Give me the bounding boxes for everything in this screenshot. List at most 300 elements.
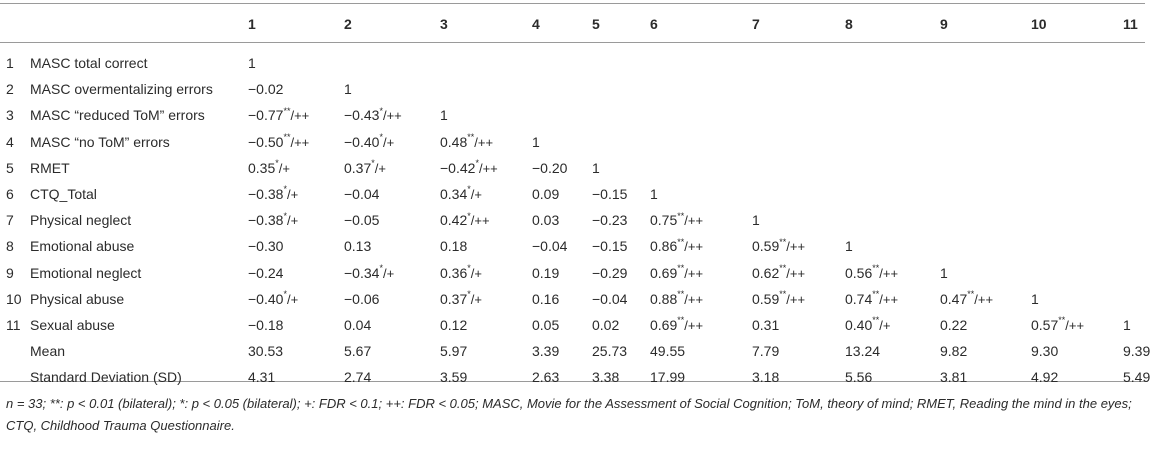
table-cell [650, 260, 752, 286]
table-cell [440, 102, 532, 128]
table-cell [845, 233, 940, 259]
table-cell [248, 155, 344, 181]
table-cell [440, 129, 532, 155]
table-cell [845, 42, 940, 76]
cell-value: −0.04 [532, 238, 568, 255]
cell-significance: ** [283, 105, 291, 116]
table-row [0, 155, 1145, 181]
cell-value: 1 [1123, 316, 1131, 333]
cell-value: 0.40 [845, 316, 873, 333]
table-cell [940, 338, 1031, 364]
cell-value: 0.36 [440, 264, 468, 281]
table-cell [248, 233, 344, 259]
table-cell [650, 102, 752, 128]
table-cell [592, 76, 650, 102]
cell-value: 0.13 [344, 238, 372, 255]
table-cell [440, 76, 532, 102]
table-cell [845, 102, 940, 128]
table-cell [592, 286, 650, 312]
cell-value: −0.34 [344, 264, 380, 281]
table-cell [440, 181, 532, 207]
cell-significance: ** [677, 289, 685, 300]
table-cell [650, 129, 752, 155]
table-cell [940, 260, 1031, 286]
cell-fdr-marker: /+ [382, 134, 395, 150]
table-cell [1123, 102, 1145, 128]
cell-significance: ** [677, 262, 685, 273]
table-cell [592, 233, 650, 259]
row-label: Sexual abuse [30, 316, 115, 333]
table-cell [532, 155, 592, 181]
cell-fdr-marker: /+ [278, 160, 290, 176]
cell-significance: * [467, 210, 471, 221]
table-cell [592, 260, 650, 286]
column-header-9: 9 [940, 15, 948, 32]
cell-value: 0.09 [532, 186, 560, 203]
column-header-4: 4 [532, 15, 540, 32]
table-cell [532, 102, 592, 128]
table-cell [248, 364, 344, 390]
cell-value: 1 [344, 81, 352, 98]
cell-significance: * [379, 132, 383, 142]
cell-value: 4.31 [248, 369, 276, 386]
row-label: Physical abuse [30, 290, 125, 307]
table-cell [752, 42, 845, 76]
cell-fdr-marker: /++ [684, 239, 704, 255]
table-cell [248, 181, 344, 207]
cell-value: 1 [940, 264, 948, 281]
row-index: 7 [6, 212, 14, 229]
table-cell [344, 338, 440, 364]
table-cell [1031, 260, 1123, 286]
table-cell [752, 260, 845, 286]
table-cell [532, 181, 592, 207]
cell-value: −0.05 [344, 212, 380, 229]
table-cell [940, 155, 1031, 181]
table-cell [440, 207, 532, 233]
table-cell [1123, 207, 1145, 233]
cell-value: 0.02 [592, 316, 620, 333]
cell-value: 5.97 [440, 343, 468, 360]
table-cell [1123, 155, 1145, 181]
cell-significance: * [475, 158, 479, 169]
cell-value: 0.34 [440, 186, 468, 203]
header-label-blank [30, 5, 248, 42]
row-label: Emotional neglect [30, 264, 142, 281]
table-cell [1123, 286, 1145, 312]
column-header-8: 8 [845, 15, 853, 32]
table-cell [940, 181, 1031, 207]
cell-value: 5.56 [845, 369, 873, 386]
table-cell [1031, 338, 1123, 364]
table-cell [532, 260, 592, 286]
cell-value: −0.06 [344, 290, 380, 307]
table-cell [248, 338, 344, 364]
table-cell [344, 181, 440, 207]
table-cell [592, 207, 650, 233]
row-index: 4 [6, 133, 14, 150]
cell-value: 3.38 [592, 369, 620, 386]
row-label: MASC overmentalizing errors [30, 81, 213, 98]
table-cell [1031, 129, 1123, 155]
cell-fdr-marker: /++ [684, 291, 704, 307]
cell-significance: * [283, 184, 287, 195]
table-cell [752, 102, 845, 128]
table-cell [1031, 181, 1123, 207]
cell-significance: * [275, 158, 279, 169]
table-cell [940, 42, 1031, 76]
table-cell [752, 312, 845, 338]
cell-value: 0.86 [650, 238, 678, 255]
column-header-11: 11 [1123, 15, 1138, 32]
table-cell [1031, 155, 1123, 181]
cell-value: 0.42 [440, 212, 468, 229]
table-cell [592, 364, 650, 390]
cell-fdr-marker: /++ [879, 265, 899, 281]
cell-value: −0.23 [592, 212, 628, 229]
table-cell [1031, 312, 1123, 338]
row-label: Physical neglect [30, 212, 132, 229]
table-cell [1123, 42, 1145, 76]
cell-value: 0.69 [650, 264, 678, 281]
table-cell [592, 102, 650, 128]
cell-value: 0.47 [940, 290, 968, 307]
table-cell [650, 286, 752, 312]
table-cell [592, 312, 650, 338]
cell-significance: ** [283, 132, 291, 142]
cell-value: 13.24 [845, 343, 881, 360]
row-index: 10 [6, 290, 22, 307]
table-cell [1123, 312, 1145, 338]
cell-value: −0.43 [344, 107, 380, 124]
cell-fdr-marker: /+ [286, 213, 299, 229]
row-label: Emotional abuse [30, 238, 135, 255]
cell-significance: * [467, 262, 471, 273]
table-cell [248, 260, 344, 286]
row-index: 5 [6, 159, 14, 176]
table-cell [344, 260, 440, 286]
table-cell [752, 286, 845, 312]
table-cell [440, 260, 532, 286]
table-cell [1123, 76, 1145, 102]
cell-value: 0.37 [344, 159, 372, 176]
table-cell [1123, 233, 1145, 259]
table-cell [1031, 286, 1123, 312]
table-cell [592, 338, 650, 364]
table-cell [845, 76, 940, 102]
cell-significance: * [371, 158, 375, 169]
table-cell [752, 76, 845, 102]
cell-value: 0.35 [248, 159, 276, 176]
cell-fdr-marker: /++ [974, 291, 994, 307]
cell-significance: ** [467, 132, 475, 142]
table-cell [1031, 102, 1123, 128]
header-row [0, 5, 1145, 42]
table-row [0, 233, 1145, 259]
cell-value: −0.40 [344, 133, 380, 150]
cell-value: −0.50 [248, 133, 284, 150]
column-header-10: 10 [1031, 15, 1047, 32]
table-row [0, 102, 1145, 128]
cell-value: −0.42 [440, 159, 476, 176]
cell-significance: ** [967, 289, 975, 300]
cell-significance: ** [677, 210, 685, 221]
correlation-table [0, 5, 1150, 390]
table-cell [940, 76, 1031, 102]
cell-significance: ** [677, 315, 685, 326]
cell-value: 0.75 [650, 212, 678, 229]
table-cell [1031, 233, 1123, 259]
cell-significance: ** [872, 315, 880, 326]
table-cell [752, 338, 845, 364]
cell-value: 5.67 [344, 343, 372, 360]
table-cell [1031, 364, 1123, 390]
table-cell [650, 312, 752, 338]
table-cell [752, 155, 845, 181]
table-row [0, 338, 1145, 364]
cell-fdr-marker: /++ [382, 108, 402, 124]
cell-fdr-marker: /++ [684, 317, 704, 333]
table-cell [940, 364, 1031, 390]
table-cell [845, 338, 940, 364]
table-cell [650, 338, 752, 364]
table-cell [440, 286, 532, 312]
table-cell [650, 207, 752, 233]
row-label: Standard Deviation (SD) [30, 369, 182, 386]
table-row [0, 364, 1145, 390]
table-cell [248, 286, 344, 312]
cell-value: 0.59 [752, 290, 780, 307]
cell-value: −0.04 [344, 186, 380, 203]
cell-value: 1 [248, 55, 256, 72]
table-cell [344, 102, 440, 128]
table-cell [592, 181, 650, 207]
table-footnote: n = 33; **: p < 0.01 (bilateral); *: p < 0.05 (bilateral); +: FDR < 0.1; ++: FDR < 0.05; MASC, Movie for the Assessment of Social Cognition; ToM, theory of mind; RMET, Reading the mind in the eyes; CTQ, Childhood Trauma Questionnaire. [6, 396, 1132, 433]
cell-value: 2.63 [532, 369, 560, 386]
row-label: RMET [30, 159, 70, 176]
table-cell [940, 102, 1031, 128]
cell-fdr-marker: /+ [470, 291, 482, 307]
table-cell [532, 364, 592, 390]
table-cell [532, 312, 592, 338]
header-index-blank [0, 5, 30, 42]
cell-significance: ** [779, 289, 787, 300]
cell-value: 0.05 [532, 316, 560, 333]
cell-significance: * [283, 289, 287, 300]
table-cell [248, 312, 344, 338]
table-top-rule [0, 3, 1145, 4]
table-cell [248, 42, 344, 76]
table-cell [845, 286, 940, 312]
cell-value: 1 [1031, 290, 1039, 307]
row-index: 8 [6, 238, 14, 255]
table-cell [344, 129, 440, 155]
column-header-3: 3 [440, 15, 448, 32]
cell-value: 3.18 [752, 369, 780, 386]
column-header-7: 7 [752, 15, 760, 32]
table-cell [532, 129, 592, 155]
table-cell [1123, 260, 1145, 286]
cell-value: 0.31 [752, 316, 780, 333]
cell-significance: * [467, 184, 471, 195]
cell-value: 0.12 [440, 316, 468, 333]
cell-value: 0.03 [532, 212, 560, 229]
table-cell [344, 76, 440, 102]
cell-value: 9.82 [940, 343, 968, 360]
cell-value: 9.30 [1031, 343, 1059, 360]
cell-value: −0.04 [592, 290, 628, 307]
table-cell [440, 42, 532, 76]
table-cell [344, 155, 440, 181]
table-cell [845, 364, 940, 390]
cell-fdr-marker: /++ [879, 291, 899, 307]
cell-significance: * [283, 210, 287, 221]
cell-value: 17.99 [650, 369, 686, 386]
row-label: CTQ_Total [30, 186, 97, 203]
table-cell [940, 207, 1031, 233]
cell-value: −0.29 [592, 264, 628, 281]
cell-value: 30.53 [248, 343, 284, 360]
table-cell [532, 76, 592, 102]
table-cell [592, 129, 650, 155]
table-row [0, 207, 1145, 233]
cell-fdr-marker: /++ [786, 239, 806, 255]
table-cell [650, 76, 752, 102]
table-cell [532, 286, 592, 312]
table-cell [650, 42, 752, 76]
cell-fdr-marker: /+ [374, 160, 386, 176]
table-cell [752, 181, 845, 207]
table-cell [1123, 181, 1145, 207]
column-header-6: 6 [650, 15, 658, 32]
cell-value: 0.37 [440, 290, 468, 307]
table-row [0, 42, 1145, 76]
cell-value: 0.57 [1031, 316, 1059, 333]
table-cell [344, 42, 440, 76]
cell-value: 0.16 [532, 290, 560, 307]
cell-value: −0.24 [248, 264, 284, 281]
cell-significance: ** [677, 236, 685, 247]
column-header-1: 1 [248, 15, 256, 32]
cell-value: 0.04 [344, 316, 372, 333]
cell-value: 4.92 [1031, 369, 1059, 386]
table-row [0, 76, 1145, 102]
table-cell [845, 207, 940, 233]
table-cell [940, 233, 1031, 259]
cell-value: 0.69 [650, 316, 678, 333]
cell-fdr-marker: /++ [1065, 317, 1085, 333]
table-cell [1123, 338, 1150, 364]
column-header-5: 5 [592, 15, 600, 32]
table-cell [845, 312, 940, 338]
table-cell [845, 181, 940, 207]
cell-value: 0.18 [440, 238, 468, 255]
cell-fdr-marker: /+ [286, 187, 299, 203]
row-index: 6 [6, 186, 14, 203]
row-label: MASC “no ToM” errors [30, 133, 170, 150]
table-cell [752, 207, 845, 233]
table-cell [752, 129, 845, 155]
cell-value: −0.18 [248, 316, 284, 333]
cell-fdr-marker: /++ [684, 265, 704, 281]
cell-significance: ** [779, 236, 787, 247]
cell-significance: ** [872, 262, 880, 273]
cell-value: −0.02 [248, 81, 284, 98]
cell-fdr-marker: /+ [470, 265, 482, 281]
cell-value: 0.48 [440, 133, 468, 150]
cell-value: −0.38 [248, 212, 284, 229]
table-cell [1031, 207, 1123, 233]
cell-fdr-marker: /++ [684, 213, 704, 229]
cell-value: 1 [752, 212, 760, 229]
cell-value: 0.56 [845, 264, 873, 281]
table-cell [650, 233, 752, 259]
table-cell [344, 233, 440, 259]
row-label: Mean [30, 343, 66, 360]
table-cell [440, 233, 532, 259]
cell-value: 1 [592, 159, 600, 176]
table-cell [248, 129, 344, 155]
cell-fdr-marker: /+ [382, 265, 395, 281]
table-cell [532, 42, 592, 76]
table-cell [440, 338, 532, 364]
cell-value: 1 [650, 186, 658, 203]
table-cell [440, 155, 532, 181]
table-cell [650, 181, 752, 207]
table-cell [940, 129, 1031, 155]
table-cell [344, 207, 440, 233]
cell-value: 2.74 [344, 369, 372, 386]
table-cell [1123, 129, 1145, 155]
table-cell [940, 286, 1031, 312]
table-cell [344, 286, 440, 312]
table-cell [248, 102, 344, 128]
cell-value: 5.49 [1123, 369, 1150, 386]
cell-value: −0.20 [532, 159, 568, 176]
column-header-2: 2 [344, 15, 352, 32]
table-cell [440, 312, 532, 338]
table-cell [248, 76, 344, 102]
table-cell [1031, 42, 1123, 76]
cell-significance: * [379, 262, 383, 273]
table-cell [1123, 364, 1150, 390]
cell-fdr-marker: /+ [879, 317, 891, 333]
cell-significance: ** [872, 289, 880, 300]
table-row [0, 181, 1145, 207]
row-index: 11 [6, 316, 21, 333]
table-cell [532, 338, 592, 364]
table-cell [592, 42, 650, 76]
row-index: 1 [6, 55, 14, 72]
cell-fdr-marker: /++ [786, 291, 806, 307]
row-index: 2 [6, 81, 14, 98]
table-body [0, 42, 1150, 390]
row-index [0, 338, 30, 364]
cell-fdr-marker: /++ [290, 134, 310, 150]
cell-value: 0.59 [752, 238, 780, 255]
cell-fdr-marker: /+ [470, 187, 482, 203]
cell-fdr-marker: /++ [290, 108, 310, 124]
cell-value: 3.81 [940, 369, 968, 386]
cell-value: 3.59 [440, 369, 468, 386]
cell-value: 3.39 [532, 343, 560, 360]
table-cell [752, 233, 845, 259]
table-cell [532, 233, 592, 259]
row-label: MASC “reduced ToM” errors [30, 107, 205, 124]
cell-value: −0.30 [248, 238, 284, 255]
table-cell [940, 312, 1031, 338]
cell-value: −0.15 [592, 186, 628, 203]
